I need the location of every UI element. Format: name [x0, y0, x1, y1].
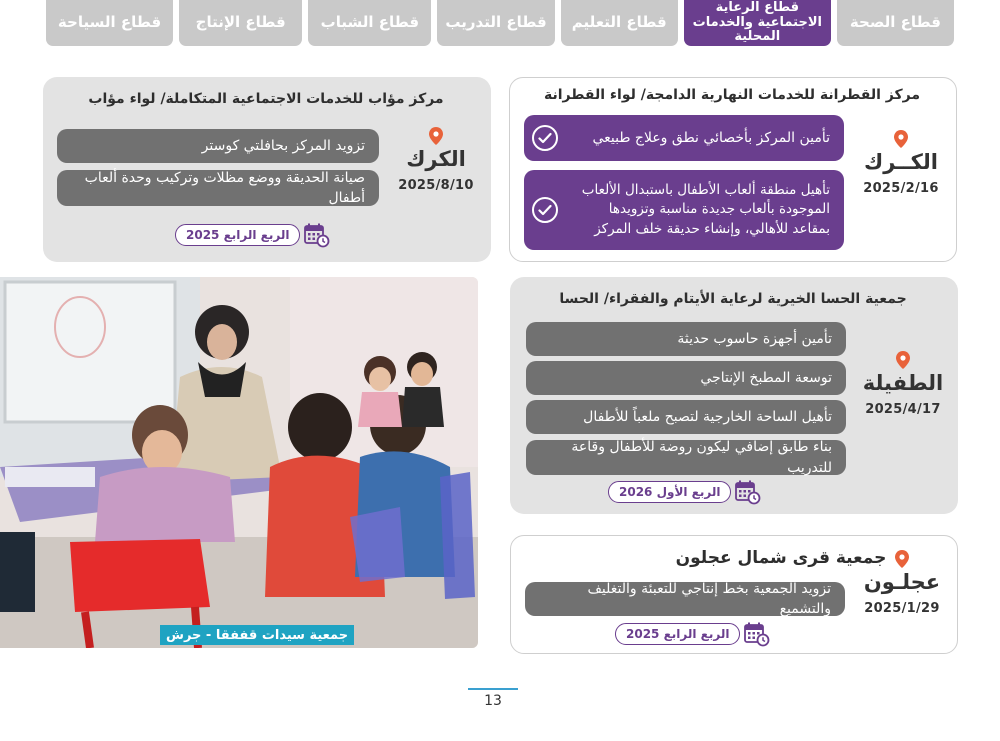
quarter-badge: [608, 480, 761, 504]
page-number: 13: [484, 693, 502, 709]
project-item: [526, 440, 846, 475]
project-item: [524, 115, 844, 161]
project-item: [526, 322, 846, 356]
card-title: مركز القطرانة للخدمات النهارية الدامجة/ لواء القطرانة: [543, 87, 921, 103]
quarter-badge: [615, 622, 770, 646]
tab-production[interactable]: قطاع الإنتاج: [179, 0, 302, 46]
quarter-label: الربع الرابع 2025: [615, 623, 740, 645]
check-circle-icon: [532, 197, 558, 223]
project-date: 2025/2/16: [863, 181, 939, 197]
card-title: جمعية قرى شمال عجلون: [675, 548, 887, 568]
tab-education[interactable]: قطاع التعليم: [561, 0, 678, 46]
project-card-mutah: [43, 77, 491, 262]
quarter-label: الربع الأول 2026: [608, 481, 731, 503]
item-text: تأهيل الساحة الخارجية لتصبح ملعباً للأطفال: [583, 408, 832, 425]
location-pin-icon: [895, 550, 909, 568]
location-name: الكــرك: [864, 150, 938, 174]
item-text: بناء طابق إضافي ليكون روضة للأطفال وقاعة للتدريب: [571, 439, 832, 476]
classroom-photo: [0, 277, 478, 648]
location-block: [848, 351, 958, 417]
calendar-clock-icon: [744, 621, 770, 647]
project-item: [57, 170, 379, 206]
location-pin-icon: [429, 127, 443, 145]
item-text: صيانة الحديقة ووضع مظلات وتركيب وحدة ألعاب أطفال: [84, 169, 365, 206]
project-date: 2025/4/17: [865, 402, 941, 418]
check-circle-icon: [532, 125, 558, 151]
location-block: [847, 550, 957, 616]
project-date: 2025/1/29: [864, 601, 940, 617]
tab-training[interactable]: قطاع التدريب: [437, 0, 554, 46]
project-item: [526, 361, 846, 395]
location-name: عجلـون: [863, 570, 941, 594]
quarter-label: الربع الرابع 2025: [175, 224, 300, 246]
project-item: [525, 582, 845, 616]
project-item: [524, 170, 844, 250]
item-text: تأمين المركز بأخصائي نطق وعلاج طبيعي: [592, 129, 830, 146]
project-item: [526, 400, 846, 434]
location-block: [846, 130, 956, 196]
item-text: تزويد المركز بحافلتي كوستر: [201, 137, 365, 154]
location-pin-icon: [896, 351, 910, 369]
photo-caption: جمعية سيدات قففقا - جرش: [160, 625, 354, 645]
tab-tourism[interactable]: قطاع السياحة: [46, 0, 173, 46]
card-title: جمعية الحسا الخيرية لرعاية الأيتام والفقراء/ الحسا: [559, 291, 907, 307]
location-block: [381, 127, 491, 193]
project-card-hasa: [510, 277, 958, 514]
children-classroom-illustration: [0, 277, 478, 648]
tab-youth[interactable]: قطاع الشباب: [308, 0, 431, 46]
quarter-badge: [175, 223, 330, 247]
item-text: تأهيل منطقة ألعاب الأطفال باستبدال الألعاب الموجودة بألعاب جديدة مناسبة وتزويدها بمقاعد للأهالي، وإنشاء حديقة خلف المركز: [581, 181, 830, 237]
card-title: مركز مؤاب للخدمات الاجتماعية المتكاملة/ لواء مؤاب: [88, 91, 444, 107]
calendar-clock-icon: [735, 479, 761, 505]
location-name: الكرك: [406, 147, 466, 171]
location-pin-icon: [894, 130, 908, 148]
item-text: توسعة المطبخ الإنتاجي: [700, 369, 832, 386]
tab-health[interactable]: قطاع الصحة: [837, 0, 954, 46]
item-text: تزويد الجمعية بخط إنتاجي للتعبئة والتغليف والتشميع: [587, 580, 831, 617]
project-card-ajloun: [510, 535, 958, 654]
page-number-divider: [468, 688, 518, 690]
location-name: الطفيلة: [862, 371, 944, 395]
project-item: [57, 129, 379, 163]
project-date: 2025/8/10: [398, 178, 474, 194]
project-card-qatrana: [509, 77, 957, 262]
tab-social-care[interactable]: قطاع الرعاية الاجتماعية والخدمات المحلية: [684, 0, 831, 46]
item-text: تأمين أجهزة حاسوب حديثة: [677, 330, 832, 347]
calendar-clock-icon: [304, 222, 330, 248]
sector-tabs: [46, 0, 954, 48]
